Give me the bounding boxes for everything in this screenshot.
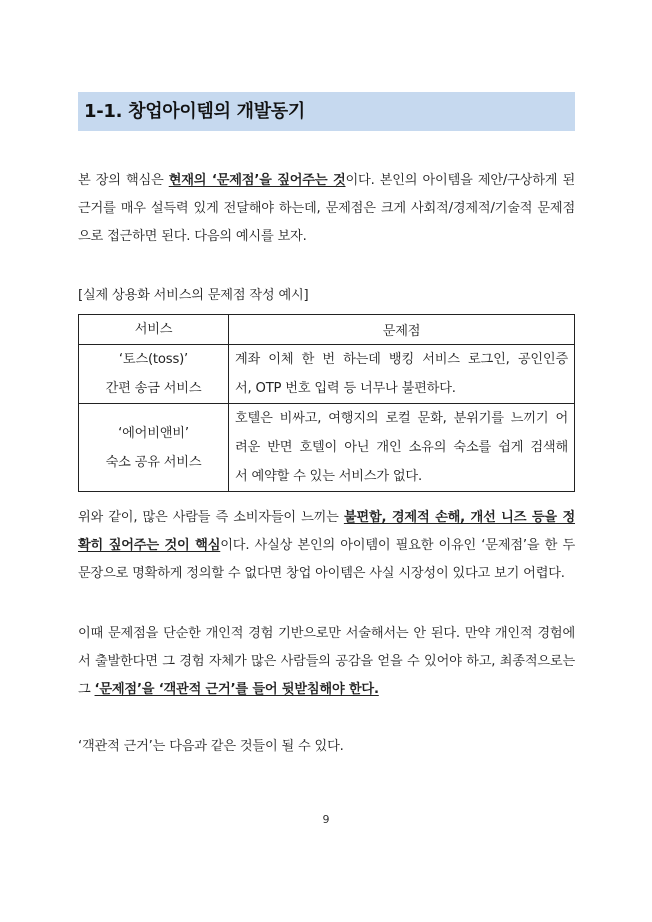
problem-cell: 계좌 이체 한 번 하는데 뱅킹 서비스 로그인, 공인인증 서, OTP 번호 입력 등 너무나 불편하다. (229, 345, 575, 404)
emphasis-needs: 불편함, 경제적 손해, 개선 니즈 등을 정 (343, 510, 576, 525)
table-row (79, 345, 575, 404)
service-name: ‘에어비앤비’ (118, 425, 189, 441)
paragraph-2 (78, 504, 575, 588)
paragraph-3 (78, 620, 575, 704)
table-row (79, 404, 575, 492)
service-name: ‘토스(toss)’ (118, 352, 189, 367)
service-cell (79, 404, 229, 492)
emphasis-core: 확히 짚어주는 것이 핵심 (78, 538, 221, 553)
emphasis-objective: ‘문제점’을 ‘객관적 근거’를 들어 뒷받침해야 한다. (94, 682, 379, 697)
intro-line-2: 근거를 매우 설득력 있게 전달해야 하는데, 문제점은 크게 사회적/경제적/기술적 문제점 (78, 201, 575, 216)
paragraph-4 (78, 733, 575, 761)
header-service: 서비스 (79, 315, 229, 345)
para2-line-1: 위와 같이, 많은 사람들 즉 소비자들이 느끼는 불편함, 경제적 손해, 개선 니즈 등을 정 (78, 510, 576, 525)
para3-line-3: 그 ‘문제점’을 ‘객관적 근거’를 들어 뒷받침해야 한다. (78, 682, 379, 697)
service-desc: 숙소 공유 서비스 (105, 454, 202, 470)
page-number: 9 (322, 813, 330, 826)
para2-line-2: 확히 짚어주는 것이 핵심이다. 사실상 본인의 아이템이 필요한 이유인 ‘문제점’을 한 두 (78, 538, 575, 553)
section-title: 1-1. 창업아이템의 개발동기 (84, 101, 305, 122)
table-header-row (79, 315, 575, 345)
header-problem: 문제점 (229, 315, 575, 345)
para3-line-1: 이때 문제점을 단순한 개인적 경험 기반으로만 서술해서는 안 된다. 만약 개인적 경험에 (78, 626, 575, 641)
intro-line-1: 본 장의 핵심은 현재의 ‘문제점’을 짚어주는 것이다. 본인의 아이템을 제안/구상하게 된 (78, 173, 576, 188)
para3-line-2: 서 출발한다면 그 경험 자체가 많은 사람들의 공감을 얻을 수 있어야 하고, 최종적으로는 (78, 654, 575, 669)
example-table (78, 314, 575, 492)
intro-line-3: 으로 접근하면 된다. 다음의 예시를 보자. (78, 229, 307, 244)
emphasis-problem: 현재의 ‘문제점’을 짚어주는 것 (168, 173, 346, 188)
service-cell (79, 345, 229, 404)
service-desc: 간편 송금 서비스 (105, 381, 202, 396)
para2-line-3: 문장으로 명확하게 정의할 수 없다면 창업 아이템은 사실 시장성이 있다고 보기 어렵다. (78, 566, 565, 581)
table-caption: [실제 상용화 서비스의 문제점 작성 예시] (78, 288, 309, 303)
section-heading-bar (78, 92, 575, 131)
intro-paragraph (78, 167, 575, 251)
para4-line-1: ‘객관적 근거’는 다음과 같은 것들이 될 수 있다. (78, 739, 344, 754)
problem-cell: 호텔은 비싸고, 여행지의 로컬 문화, 분위기를 느끼기 어 려운 반면 호텔이 아닌 개인 소유의 숙소를 쉽게 검색해 서 예약할 수 있는 서비스가 없다. (229, 404, 575, 492)
